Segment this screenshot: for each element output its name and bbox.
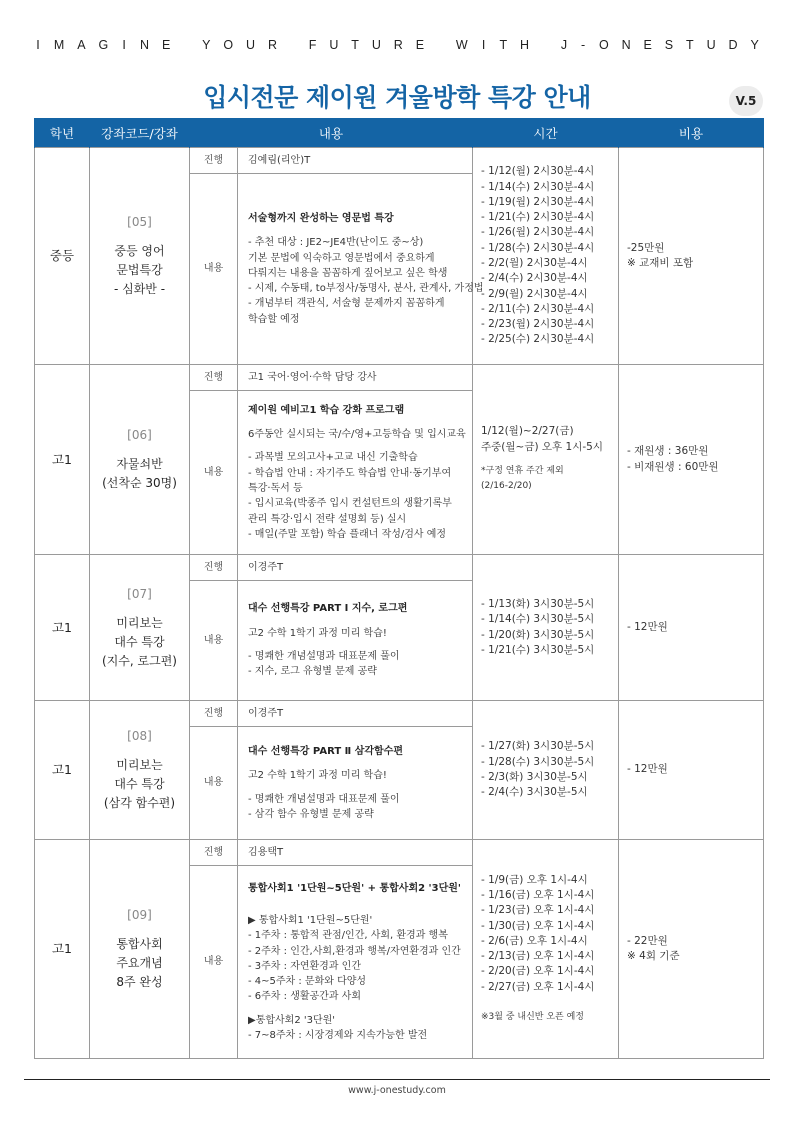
- content-cell: [238, 174, 484, 365]
- content-line: - 삼각 함수 유형별 문제 공략: [248, 808, 374, 820]
- tagline-letter: M: [53, 38, 65, 52]
- content-cell: [238, 391, 473, 555]
- time-line: - 2/11(수) 2시30분-4시: [481, 302, 595, 315]
- time-line: - 2/25(수) 2시30분-4시: [481, 333, 595, 346]
- course-name-line: 미리보는: [116, 615, 163, 630]
- tagline-letter: G: [98, 38, 109, 52]
- content-line: 고2 수학 1학기 과정 미리 학습!: [248, 627, 387, 639]
- content-line: - 지수, 로그 유형별 문제 공략: [248, 666, 377, 678]
- time-cell: [473, 148, 619, 365]
- cost-line: - 22만원: [627, 934, 668, 947]
- tagline-letter: F: [308, 38, 317, 52]
- course-name-line: (지수, 로그편): [102, 653, 177, 668]
- course-name-line: 중등 영어: [114, 244, 165, 258]
- header-content: 내용: [190, 118, 473, 148]
- tagline-letter: E: [161, 38, 171, 52]
- course-code: [06]: [127, 428, 152, 442]
- cost-line: - 12만원: [627, 763, 668, 776]
- cost-cell: [619, 365, 764, 555]
- content-line: [248, 641, 464, 649]
- table-row: [35, 365, 764, 391]
- tagline-letter: T: [499, 38, 508, 52]
- time-line: - 2/23(월) 2시30분-4시: [481, 318, 595, 331]
- tagline-letter: T: [686, 38, 694, 52]
- time-cell: [473, 365, 619, 555]
- cost-line: - 비재원생 : 60만원: [627, 460, 719, 473]
- cost-line: - 12만원: [627, 620, 668, 633]
- content-line: 관리 특강·입시 전략 설명회 등) 실시: [248, 513, 407, 525]
- header-grade: 학년: [35, 118, 90, 148]
- time-line: - 1/20(화) 3시30분-5시: [481, 628, 595, 641]
- time-line: - 2/27(금) 오후 1시-4시: [481, 980, 595, 993]
- time-line: - 1/30(금) 오후 1시-4시: [481, 919, 595, 932]
- course-name-line: 통합사회: [116, 937, 163, 951]
- tagline-letter: U: [706, 38, 716, 52]
- time-gap: [481, 995, 612, 1004]
- content-line: - 6주차 : 생활공간과 사회: [248, 991, 361, 1003]
- tagline-letter: T: [351, 38, 359, 52]
- time-line: - 1/21(수) 3시30분-5시: [481, 643, 595, 656]
- host-label: 진행: [190, 365, 238, 391]
- instructor-name: 이경주T: [238, 701, 473, 727]
- time-line: - 2/13(금) 오후 1시-4시: [481, 950, 595, 963]
- content-line: - 3주차 : 자연환경과 인간: [248, 960, 361, 972]
- tagline-letter: U: [371, 38, 381, 52]
- tagline-letter: Y: [202, 38, 211, 52]
- content-cell: [238, 727, 473, 840]
- time-line: - 1/23(금) 오후 1시-4시: [481, 904, 595, 917]
- content-label: 내용: [190, 727, 238, 840]
- time-note: *구정 연휴 주간 제외: [481, 466, 564, 476]
- tagline-letter: Y: [750, 38, 759, 52]
- cost-line: - 재원생 : 36만원: [627, 445, 709, 458]
- course-name-line: 미리보는: [116, 758, 163, 772]
- content-line: - 입시교육(박종주 입시 컨설턴트의 생활기록부: [248, 498, 452, 510]
- content-line: - 명쾌한 개념설명과 대표문제 풀이: [248, 651, 400, 662]
- tagline-letter: O: [223, 38, 234, 52]
- header-cost: 비용: [619, 118, 764, 148]
- tagline-letter: I: [122, 38, 126, 52]
- time-note: (2/16-2/20): [481, 481, 532, 492]
- content-line: [248, 784, 464, 792]
- cost-line: ※ 교재비 포함: [627, 257, 694, 269]
- content-gap: [248, 418, 464, 427]
- tagline-letter: N: [621, 38, 631, 52]
- version-badge: V.5: [729, 86, 763, 116]
- table-row: [35, 701, 764, 727]
- tagline-letter: R: [393, 38, 403, 52]
- course-name-line: (선착순 30명): [102, 476, 177, 490]
- content-line: - 개념부터 객관식, 서술형 문제까지 꼼꼼하게: [248, 298, 445, 310]
- grade-cell: 중등: [35, 148, 90, 365]
- time-line: - 2/4(수) 2시30분-4시: [481, 272, 588, 285]
- content-gap: [248, 617, 464, 626]
- tagline-letter: [183, 38, 189, 52]
- tagline-letter: H: [520, 38, 530, 52]
- time-line: - 1/19(월) 2시30분-4시: [481, 195, 595, 208]
- course-name-line: 자물쇠반: [116, 457, 163, 471]
- content-line: 학습할 예정: [248, 313, 300, 325]
- footer-divider: [24, 1079, 770, 1080]
- tagline-letter: A: [77, 38, 86, 52]
- host-label: 진행: [190, 701, 238, 727]
- course-code: [08]: [127, 729, 152, 743]
- tagline-letter: -: [580, 38, 586, 52]
- time-line: - 2/2(월) 2시30분-4시: [481, 257, 588, 269]
- course-name-line: 주요개념: [116, 956, 163, 970]
- time-line: - 1/21(수) 2시30분-4시: [481, 211, 595, 224]
- content-line: [248, 1005, 464, 1013]
- host-label: 진행: [190, 840, 238, 866]
- time-cell: [473, 840, 619, 1059]
- content-line: - 명쾌한 개념설명과 대표문제 풀이: [248, 793, 400, 805]
- course-cell: [90, 840, 190, 1059]
- header-course: 강좌코드/강좌: [90, 118, 190, 148]
- host-label: 진행: [190, 148, 238, 174]
- page-title: 입시전문 제이원 겨울방학 특강 안내: [203, 83, 591, 112]
- cost-line: ※ 4회 기준: [627, 950, 680, 962]
- time-line: - 2/20(금) 오후 1시-4시: [481, 965, 595, 978]
- content-line: 고2 수학 1학기 과정 미리 학습!: [248, 770, 387, 782]
- content-label: 내용: [190, 391, 238, 555]
- table-header-row: [35, 118, 764, 148]
- tagline-letter: U: [246, 38, 256, 52]
- content-cell: [238, 866, 473, 1059]
- content-title: 통합사회1 '1단원~5단원' + 통합사회2 '3단원': [248, 882, 461, 894]
- content-gap: [248, 759, 464, 768]
- tagline-letter: E: [415, 38, 425, 52]
- tagline-letter: J: [560, 38, 568, 52]
- tagline-letter: D: [728, 38, 738, 52]
- content-title: 대수 선행특강 PART Ⅱ 삼각함수편: [248, 745, 403, 757]
- time-gap: [481, 455, 612, 464]
- cost-cell: [619, 701, 764, 840]
- table-body: [35, 148, 764, 1059]
- content-line: - 2주차 : 인간,사회,환경과 행복/자연환경과 인간: [248, 945, 461, 957]
- cost-cell: [619, 148, 764, 365]
- tagline-letter: S: [664, 38, 674, 52]
- content-line: - 과목별 모의고사+고교 내신 기출학습: [248, 452, 418, 464]
- time-line: 1/12(월)~2/27(금): [481, 425, 574, 438]
- time-line: 주중(월~금) 오후 1시-5시: [481, 440, 603, 453]
- time-line: - 1/27(화) 3시30분-5시: [481, 740, 595, 753]
- content-line: - 학습법 안내 : 자기주도 학습법 안내·동기부여: [248, 467, 452, 479]
- course-name-line: (삼각 함수편): [103, 796, 176, 810]
- tagline-letter: O: [598, 38, 609, 52]
- tagline-letter: I: [481, 38, 486, 52]
- course-name-line: 대수 특강: [114, 777, 165, 791]
- content-gap: [248, 226, 464, 235]
- tagline-letter: U: [329, 38, 339, 52]
- course-cell: [90, 701, 190, 840]
- table-row: [35, 840, 764, 866]
- tagline-letter: N: [140, 38, 150, 52]
- content-line: [248, 442, 464, 450]
- course-name-line: 문법특강: [116, 263, 163, 277]
- content-cell: [238, 581, 473, 701]
- time-line: - 2/6(금) 오후 1시-4시: [481, 934, 588, 947]
- instructor-name: 이경주T: [238, 555, 473, 581]
- time-line: - 1/26(월) 2시30분-4시: [481, 226, 595, 239]
- content-label: 내용: [190, 174, 238, 365]
- table-row: [35, 148, 764, 174]
- course-name-line: - 심화반 -: [113, 282, 166, 296]
- time-line: - 1/28(수) 2시30분-4시: [481, 241, 595, 254]
- content-line: - 4~5주차 : 문화와 다양성: [248, 976, 367, 988]
- time-note: ※3월 중 내신반 오픈 예정: [481, 1012, 584, 1023]
- host-label: 진행: [190, 555, 238, 581]
- content-line: 6주동안 실시되는 국/수/영+고등학습 및 입시교육: [248, 429, 466, 441]
- course-code: [07]: [127, 586, 152, 601]
- time-line: - 2/4(수) 3시30분-5시: [481, 786, 588, 799]
- time-line: - 1/28(수) 3시30분-5시: [481, 755, 595, 768]
- cost-line: -25만원: [627, 241, 665, 254]
- content-title: 대수 선행특강 PART Ⅰ 지수, 로그편: [248, 603, 408, 615]
- tagline-letter: [437, 38, 443, 52]
- tagline-letter: E: [643, 38, 652, 52]
- grade-cell: 고1: [35, 701, 90, 840]
- time-line: - 1/13(화) 3시30분-5시: [481, 597, 595, 610]
- time-line: - 2/3(화) 3시30분-5시: [481, 771, 588, 783]
- cost-cell: [619, 555, 764, 701]
- content-line: ▶ 통합사회1 '1단원~5단원': [248, 914, 373, 926]
- tagline: [35, 38, 759, 52]
- content-gap: [248, 896, 464, 905]
- instructor-name: 김예림(리안)T: [238, 148, 473, 174]
- content-line: - 7~8주차 : 시장경제와 지속가능한 발전: [248, 1030, 428, 1042]
- course-name-line: 8주 완성: [116, 975, 163, 989]
- content-line: [248, 905, 464, 913]
- content-line: ▶통합사회2 '3단원': [248, 1014, 336, 1026]
- content-line: - 추천 대상 : JE2~JE4반(난이도 중~상): [248, 237, 424, 249]
- content-line: - 시제, 수동태, to부정사/동명사, 분사, 관계사, 가정법: [248, 283, 484, 295]
- tagline-letter: [290, 38, 296, 52]
- time-line: - 1/9(금) 오후 1시-4시: [481, 873, 588, 886]
- time-cell: [473, 555, 619, 701]
- instructor-name: 김용택T: [238, 840, 473, 866]
- course-cell: [90, 148, 190, 365]
- content-line: 기본 문법에 익숙하고 영문법에서 중요하게: [248, 252, 435, 264]
- course-name-line: 대수 특강: [114, 634, 165, 649]
- time-line: - 1/14(수) 3시30분-5시: [481, 613, 595, 626]
- course-cell: [90, 365, 190, 555]
- footer-url: www.j-onestudy.com: [348, 1085, 446, 1096]
- time-line: - 1/16(금) 오후 1시-4시: [481, 888, 595, 901]
- course-table: [34, 118, 764, 1059]
- course-cell: [90, 555, 190, 701]
- course-code: [09]: [127, 908, 152, 922]
- time-cell: [473, 701, 619, 840]
- course-code: [05]: [127, 215, 152, 229]
- tagline-letter: [542, 38, 548, 52]
- content-line: 특강·독서 등: [248, 483, 303, 494]
- instructor-name: 고1 국어·영어·수학 담당 강사: [238, 365, 473, 391]
- content-title: 서술형까지 완성하는 영문법 특강: [248, 212, 394, 224]
- content-label: 내용: [190, 581, 238, 701]
- grade-cell: 고1: [35, 365, 90, 555]
- grade-cell: 고1: [35, 555, 90, 701]
- time-line: - 1/12(월) 2시30분-4시: [481, 165, 595, 178]
- tagline-letter: W: [455, 38, 468, 52]
- content-title: 제이원 예비고1 학습 강화 프로그램: [248, 404, 405, 416]
- tagline-letter: I: [36, 38, 40, 52]
- table-row: [35, 555, 764, 581]
- time-line: - 1/14(수) 2시30분-4시: [481, 180, 595, 193]
- cost-cell: [619, 840, 764, 1059]
- time-line: - 2/9(월) 2시30분-4시: [481, 287, 588, 300]
- header-time: 시간: [473, 118, 619, 148]
- content-line: - 매일(주말 포함) 학습 플래너 작성/검사 예정: [248, 528, 447, 540]
- tagline-letter: R: [267, 38, 277, 52]
- grade-cell: 고1: [35, 840, 90, 1059]
- content-line: - 1주차 : 통합적 관점/인간, 사회, 환경과 행복: [248, 930, 448, 942]
- content-label: 내용: [190, 866, 238, 1059]
- content-line: 다뤄지는 내용을 꼼꼼하게 짚어보고 싶은 학생: [248, 267, 448, 279]
